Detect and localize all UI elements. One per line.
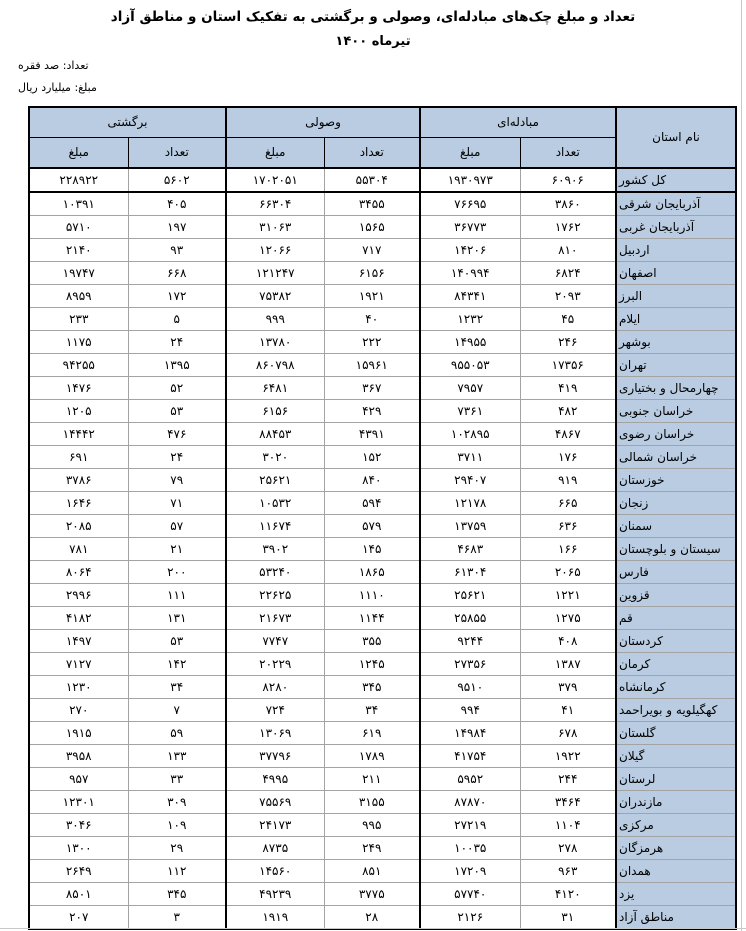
exchanged-count-cell: ۶۷۸ [520, 721, 616, 744]
exchanged-count-cell: ۲۰۶۵ [520, 560, 616, 583]
returned-count-cell: ۳ [128, 905, 226, 929]
collected-count-cell: ۸۵۱ [324, 859, 420, 882]
exchanged-amount-cell: ۲۹۴۰۷ [420, 468, 520, 491]
table-body [29, 168, 736, 929]
exchanged-count-cell: ۳۴۶۴ [520, 790, 616, 813]
table-row [29, 698, 736, 721]
table-row [29, 468, 736, 491]
collected-count-cell: ۸۴۰ [324, 468, 420, 491]
exchanged-amount-cell: ۹۹۴ [420, 698, 520, 721]
exchanged-count-cell: ۱۳۸۷ [520, 652, 616, 675]
exchanged-amount-cell: ۱۴۰۹۹۴ [420, 261, 520, 284]
page-title: تعداد و مبلغ چک‌های مبادله‌ای، وصولی و برگشتی به تفکیک استان و مناطق آزاد [110, 9, 636, 25]
exchanged-count-cell: ۴۱ [520, 698, 616, 721]
returned-count-cell: ۱۴۲ [128, 652, 226, 675]
collected-amount-cell: ۶۴۸۱ [226, 376, 324, 399]
exchanged-amount-cell: ۵۹۵۲ [420, 767, 520, 790]
note-count-unit: تعداد: صد فقره [18, 58, 89, 72]
subheader-returned-count: تعداد [128, 137, 226, 168]
exchanged-count-cell: ۱۲۷۵ [520, 606, 616, 629]
returned-count-cell: ۵۲ [128, 376, 226, 399]
collected-count-cell: ۶۱۵۶ [324, 261, 420, 284]
province-name-cell: هرمزگان [616, 836, 736, 859]
returned-amount-cell: ۲۶۴۹ [29, 859, 128, 882]
exchanged-amount-cell: ۱۴۲۰۶ [420, 238, 520, 261]
returned-amount-cell: ۱۲۳۰۱ [29, 790, 128, 813]
province-name-cell: آذربایجان شرقی [616, 192, 736, 216]
exchanged-amount-cell: ۷۶۶۹۵ [420, 192, 520, 216]
exchanged-amount-cell: ۲۷۳۵۶ [420, 652, 520, 675]
province-name-cell: اصفهان [616, 261, 736, 284]
exchanged-count-cell: ۱۹۲۲ [520, 744, 616, 767]
table-row [29, 813, 736, 836]
collected-count-cell: ۱۹۲۱ [324, 284, 420, 307]
collected-amount-cell: ۴۹۹۵ [226, 767, 324, 790]
exchanged-count-cell: ۱۷۶ [520, 445, 616, 468]
exchanged-amount-cell: ۱۳۷۵۹ [420, 514, 520, 537]
table-row [29, 491, 736, 514]
returned-count-cell: ۴۷۶ [128, 422, 226, 445]
province-name-cell: کل کشور [616, 168, 736, 192]
collected-amount-cell: ۸۷۳۵ [226, 836, 324, 859]
returned-amount-cell: ۵۷۱۰ [29, 215, 128, 238]
returned-count-cell: ۶۶۸ [128, 261, 226, 284]
collected-count-cell: ۲۸ [324, 905, 420, 929]
table-header-group-row [29, 107, 736, 138]
collected-amount-cell: ۳۹۰۲ [226, 537, 324, 560]
collected-count-cell: ۱۸۶۵ [324, 560, 420, 583]
returned-count-cell: ۲۴ [128, 445, 226, 468]
exchanged-count-cell: ۲۰۹۳ [520, 284, 616, 307]
table-row [29, 261, 736, 284]
province-name-cell: آذربایجان غربی [616, 215, 736, 238]
table-row [29, 192, 736, 216]
table-row [29, 606, 736, 629]
returned-amount-cell: ۱۰۳۹۱ [29, 192, 128, 216]
exchanged-amount-cell: ۲۷۲۱۹ [420, 813, 520, 836]
returned-count-cell: ۱۹۷ [128, 215, 226, 238]
table-row [29, 560, 736, 583]
collected-count-cell: ۱۱۴۴ [324, 606, 420, 629]
collected-amount-cell: ۷۷۴۷ [226, 629, 324, 652]
table-header-province: نام استان [616, 107, 736, 168]
province-name-cell: مرکزی [616, 813, 736, 836]
table-row [29, 882, 736, 905]
exchanged-count-cell: ۶۳۶ [520, 514, 616, 537]
returned-amount-cell: ۱۳۰۰ [29, 836, 128, 859]
table-row [29, 905, 736, 929]
exchanged-count-cell: ۱۶۶ [520, 537, 616, 560]
collected-amount-cell: ۲۵۶۲۱ [226, 468, 324, 491]
returned-amount-cell: ۲۰۷ [29, 905, 128, 929]
returned-amount-cell: ۱۴۷۶ [29, 376, 128, 399]
exchanged-count-cell: ۴۱۹ [520, 376, 616, 399]
collected-amount-cell: ۲۴۱۷۳ [226, 813, 324, 836]
province-name-cell: قم [616, 606, 736, 629]
collected-count-cell: ۱۵۲ [324, 445, 420, 468]
returned-amount-cell: ۱۴۴۴۲ [29, 422, 128, 445]
province-name-cell: خراسان شمالی [616, 445, 736, 468]
collected-amount-cell: ۱۴۵۶۰ [226, 859, 324, 882]
collected-amount-cell: ۶۶۳۰۴ [226, 192, 324, 216]
collected-amount-cell: ۵۳۲۴۰ [226, 560, 324, 583]
province-name-cell: البرز [616, 284, 736, 307]
returned-amount-cell: ۷۸۱ [29, 537, 128, 560]
collected-count-cell: ۴۲۹ [324, 399, 420, 422]
table-row [29, 422, 736, 445]
exchanged-count-cell: ۴۵ [520, 307, 616, 330]
province-name-cell: زنجان [616, 491, 736, 514]
province-name-cell: کهگیلویه و بویراحمد [616, 698, 736, 721]
province-name-cell: فارس [616, 560, 736, 583]
returned-amount-cell: ۲۷۰ [29, 698, 128, 721]
exchanged-amount-cell: ۸۴۳۴۱ [420, 284, 520, 307]
collected-amount-cell: ۸۸۴۵۳ [226, 422, 324, 445]
returned-amount-cell: ۹۴۲۵۵ [29, 353, 128, 376]
collected-amount-cell: ۳۷۷۹۶ [226, 744, 324, 767]
exchanged-count-cell: ۴۱۲۰ [520, 882, 616, 905]
exchanged-count-cell: ۱۷۳۵۶ [520, 353, 616, 376]
returned-amount-cell: ۴۱۸۲ [29, 606, 128, 629]
collected-amount-cell: ۷۵۳۸۲ [226, 284, 324, 307]
exchanged-count-cell: ۴۰۸ [520, 629, 616, 652]
returned-amount-cell: ۲۹۹۶ [29, 583, 128, 606]
subheader-collected-amount: مبلغ [226, 137, 324, 168]
province-name-cell: مازندران [616, 790, 736, 813]
province-name-cell: سمنان [616, 514, 736, 537]
table-row [29, 790, 736, 813]
table-row [29, 445, 736, 468]
exchanged-amount-cell: ۹۵۱۰ [420, 675, 520, 698]
collected-amount-cell: ۳۱۰۶۳ [226, 215, 324, 238]
returned-count-cell: ۴۰۵ [128, 192, 226, 216]
table-row [29, 767, 736, 790]
returned-count-cell: ۳۴۵ [128, 882, 226, 905]
province-name-cell: مناطق آزاد [616, 905, 736, 929]
collected-count-cell: ۳۷۷۵ [324, 882, 420, 905]
exchanged-amount-cell: ۱۲۱۷۸ [420, 491, 520, 514]
returned-count-cell: ۲۴ [128, 330, 226, 353]
table-row [29, 215, 736, 238]
collected-amount-cell: ۷۲۴ [226, 698, 324, 721]
exchanged-amount-cell: ۱۷۲۰۹ [420, 859, 520, 882]
returned-amount-cell: ۱۲۳۰ [29, 675, 128, 698]
collected-count-cell: ۱۱۱۰ [324, 583, 420, 606]
table-header-group-collected: وصولی [226, 107, 420, 138]
collected-count-cell: ۱۲۴۵ [324, 652, 420, 675]
returned-count-cell: ۳۴ [128, 675, 226, 698]
collected-count-cell: ۵۵۳۰۴ [324, 168, 420, 192]
exchanged-count-cell: ۸۱۰ [520, 238, 616, 261]
exchanged-amount-cell: ۹۵۵۰۵۳ [420, 353, 520, 376]
exchanged-amount-cell: ۱۹۳۰۹۷۳ [420, 168, 520, 192]
table-row [29, 675, 736, 698]
exchanged-amount-cell: ۳۷۱۱ [420, 445, 520, 468]
returned-amount-cell: ۱۶۴۶ [29, 491, 128, 514]
collected-amount-cell: ۱۲۰۶۶ [226, 238, 324, 261]
exchanged-count-cell: ۴۸۲ [520, 399, 616, 422]
table-row [29, 721, 736, 744]
returned-count-cell: ۱۷۲ [128, 284, 226, 307]
returned-amount-cell: ۸۹۵۹ [29, 284, 128, 307]
exchanged-count-cell: ۱۷۶۲ [520, 215, 616, 238]
returned-count-cell: ۱۳۳ [128, 744, 226, 767]
collected-count-cell: ۲۴۹ [324, 836, 420, 859]
exchanged-count-cell: ۶۸۲۴ [520, 261, 616, 284]
collected-amount-cell: ۱۷۰۲۰۵۱ [226, 168, 324, 192]
collected-count-cell: ۱۴۵ [324, 537, 420, 560]
collected-amount-cell: ۴۹۲۳۹ [226, 882, 324, 905]
collected-count-cell: ۳۴ [324, 698, 420, 721]
returned-amount-cell: ۳۹۵۸ [29, 744, 128, 767]
province-name-cell: یزد [616, 882, 736, 905]
returned-amount-cell: ۳۷۸۶ [29, 468, 128, 491]
returned-count-cell: ۱۳۹۵ [128, 353, 226, 376]
page-subtitle: تیرماه ۱۴۰۰ [335, 33, 411, 49]
note-amount-unit: مبلغ: میلیارد ریال [18, 80, 97, 94]
collected-count-cell: ۷۱۷ [324, 238, 420, 261]
exchanged-amount-cell: ۳۶۷۷۳ [420, 215, 520, 238]
collected-count-cell: ۱۵۹۶۱ [324, 353, 420, 376]
exchanged-amount-cell: ۵۷۷۴۰ [420, 882, 520, 905]
table-row [29, 652, 736, 675]
table-row [29, 353, 736, 376]
returned-amount-cell: ۲۱۴۰ [29, 238, 128, 261]
table-row [29, 514, 736, 537]
collected-count-cell: ۳۵۵ [324, 629, 420, 652]
returned-count-cell: ۷۹ [128, 468, 226, 491]
returned-amount-cell: ۸۰۶۴ [29, 560, 128, 583]
exchanged-amount-cell: ۱۰۲۸۹۵ [420, 422, 520, 445]
exchanged-amount-cell: ۱۰۰۳۵ [420, 836, 520, 859]
returned-amount-cell: ۱۲۰۵ [29, 399, 128, 422]
province-name-cell: خوزستان [616, 468, 736, 491]
unit-notes [0, 55, 746, 99]
returned-count-cell: ۹۳ [128, 238, 226, 261]
collected-count-cell: ۳۶۷ [324, 376, 420, 399]
exchanged-amount-cell: ۴۱۷۵۴ [420, 744, 520, 767]
returned-amount-cell: ۳۰۴۶ [29, 813, 128, 836]
returned-count-cell: ۲۰۰ [128, 560, 226, 583]
collected-amount-cell: ۹۹۹ [226, 307, 324, 330]
table-row [29, 836, 736, 859]
collected-count-cell: ۳۴۵ [324, 675, 420, 698]
collected-amount-cell: ۱۲۱۲۴۷ [226, 261, 324, 284]
table-row [29, 238, 736, 261]
table-row [29, 376, 736, 399]
collected-amount-cell: ۱۱۶۷۴ [226, 514, 324, 537]
table-row [29, 399, 736, 422]
page-edge-line-bottom [0, 928, 746, 929]
table-header-group-exchanged: مبادله‌ای [420, 107, 616, 138]
returned-count-cell: ۷۱ [128, 491, 226, 514]
returned-count-cell: ۱۳۱ [128, 606, 226, 629]
collected-amount-cell: ۸۶۰۷۹۸ [226, 353, 324, 376]
exchanged-amount-cell: ۷۳۶۱ [420, 399, 520, 422]
province-name-cell: همدان [616, 859, 736, 882]
returned-count-cell: ۱۱۲ [128, 859, 226, 882]
returned-amount-cell: ۱۹۱۵ [29, 721, 128, 744]
collected-amount-cell: ۸۲۸۰ [226, 675, 324, 698]
exchanged-count-cell: ۱۱۰۴ [520, 813, 616, 836]
returned-count-cell: ۷ [128, 698, 226, 721]
collected-amount-cell: ۱۳۷۸۰ [226, 330, 324, 353]
table-row [29, 859, 736, 882]
subheader-exchanged-count: تعداد [520, 137, 616, 168]
collected-count-cell: ۴۳۹۱ [324, 422, 420, 445]
statistics-table [28, 106, 737, 930]
exchanged-amount-cell: ۱۴۹۵۵ [420, 330, 520, 353]
collected-amount-cell: ۶۱۵۶ [226, 399, 324, 422]
exchanged-count-cell: ۲۴۴ [520, 767, 616, 790]
returned-count-cell: ۵۳ [128, 399, 226, 422]
province-name-cell: اردبیل [616, 238, 736, 261]
returned-count-cell: ۱۱۱ [128, 583, 226, 606]
collected-count-cell: ۲۱۱ [324, 767, 420, 790]
province-name-cell: خراسان جنوبی [616, 399, 736, 422]
exchanged-amount-cell: ۹۲۴۴ [420, 629, 520, 652]
province-name-cell: بوشهر [616, 330, 736, 353]
returned-count-cell: ۳۰۹ [128, 790, 226, 813]
exchanged-count-cell: ۳۸۶۰ [520, 192, 616, 216]
collected-count-cell: ۶۱۹ [324, 721, 420, 744]
returned-amount-cell: ۹۵۷ [29, 767, 128, 790]
exchanged-count-cell: ۴۸۶۷ [520, 422, 616, 445]
exchanged-count-cell: ۶۰۹۰۶ [520, 168, 616, 192]
subheader-returned-amount: مبلغ [29, 137, 128, 168]
collected-count-cell: ۲۲۲ [324, 330, 420, 353]
exchanged-amount-cell: ۷۹۵۷ [420, 376, 520, 399]
exchanged-amount-cell: ۸۷۸۷۰ [420, 790, 520, 813]
subheader-exchanged-amount: مبلغ [420, 137, 520, 168]
province-name-cell: سیستان و بلوچستان [616, 537, 736, 560]
table-row [29, 284, 736, 307]
exchanged-count-cell: ۹۱۹ [520, 468, 616, 491]
returned-amount-cell: ۲۰۸۵ [29, 514, 128, 537]
exchanged-count-cell: ۲۷۸ [520, 836, 616, 859]
exchanged-amount-cell: ۲۱۲۶ [420, 905, 520, 929]
returned-amount-cell: ۶۹۱ [29, 445, 128, 468]
collected-amount-cell: ۱۰۵۳۲ [226, 491, 324, 514]
collected-amount-cell: ۲۱۶۷۳ [226, 606, 324, 629]
exchanged-amount-cell: ۲۵۶۲۱ [420, 583, 520, 606]
returned-count-cell: ۵۳ [128, 629, 226, 652]
page-edge-line-right [741, 0, 742, 931]
table-row [29, 330, 736, 353]
table-row [29, 583, 736, 606]
collected-count-cell: ۱۷۸۹ [324, 744, 420, 767]
exchanged-count-cell: ۶۶۵ [520, 491, 616, 514]
collected-amount-cell: ۱۳۰۶۹ [226, 721, 324, 744]
collected-count-cell: ۱۵۶۵ [324, 215, 420, 238]
returned-amount-cell: ۲۳۳ [29, 307, 128, 330]
exchanged-count-cell: ۳۷۹ [520, 675, 616, 698]
exchanged-count-cell: ۱۲۲۱ [520, 583, 616, 606]
returned-count-cell: ۵۶۰۲ [128, 168, 226, 192]
collected-count-cell: ۳۴۵۵ [324, 192, 420, 216]
province-name-cell: خراسان رضوی [616, 422, 736, 445]
exchanged-count-cell: ۹۶۳ [520, 859, 616, 882]
collected-count-cell: ۵۷۹ [324, 514, 420, 537]
province-name-cell: گیلان [616, 744, 736, 767]
province-name-cell: چهارمحال و بختیاری [616, 376, 736, 399]
province-name-cell: کردستان [616, 629, 736, 652]
exchanged-amount-cell: ۱۴۹۸۴ [420, 721, 520, 744]
table-row [29, 307, 736, 330]
returned-amount-cell: ۱۹۷۴۷ [29, 261, 128, 284]
exchanged-count-cell: ۲۴۶ [520, 330, 616, 353]
collected-count-cell: ۵۹۴ [324, 491, 420, 514]
returned-count-cell: ۲۱ [128, 537, 226, 560]
collected-count-cell: ۳۱۵۵ [324, 790, 420, 813]
province-name-cell: کرمانشاه [616, 675, 736, 698]
returned-count-cell: ۵۹ [128, 721, 226, 744]
collected-amount-cell: ۱۹۱۹ [226, 905, 324, 929]
collected-amount-cell: ۲۲۶۲۵ [226, 583, 324, 606]
table-row [29, 168, 736, 192]
collected-amount-cell: ۲۰۲۲۹ [226, 652, 324, 675]
collected-amount-cell: ۳۰۲۰ [226, 445, 324, 468]
province-name-cell: ایلام [616, 307, 736, 330]
collected-amount-cell: ۷۵۵۶۹ [226, 790, 324, 813]
province-name-cell: گلستان [616, 721, 736, 744]
table-row [29, 629, 736, 652]
exchanged-amount-cell: ۲۵۸۵۵ [420, 606, 520, 629]
exchanged-count-cell: ۳۱ [520, 905, 616, 929]
exchanged-amount-cell: ۱۲۳۲ [420, 307, 520, 330]
exchanged-amount-cell: ۴۶۸۳ [420, 537, 520, 560]
returned-amount-cell: ۸۵۰۱ [29, 882, 128, 905]
returned-amount-cell: ۷۱۲۷ [29, 652, 128, 675]
returned-count-cell: ۵ [128, 307, 226, 330]
returned-count-cell: ۲۹ [128, 836, 226, 859]
province-name-cell: کرمان [616, 652, 736, 675]
returned-count-cell: ۳۳ [128, 767, 226, 790]
province-name-cell: لرستان [616, 767, 736, 790]
returned-amount-cell: ۱۱۷۵ [29, 330, 128, 353]
returned-count-cell: ۱۰۹ [128, 813, 226, 836]
exchanged-amount-cell: ۶۱۳۰۴ [420, 560, 520, 583]
collected-count-cell: ۹۹۵ [324, 813, 420, 836]
returned-amount-cell: ۲۲۸۹۲۲ [29, 168, 128, 192]
province-name-cell: تهران [616, 353, 736, 376]
province-name-cell: قزوین [616, 583, 736, 606]
table-row [29, 744, 736, 767]
table-header [29, 107, 736, 168]
returned-amount-cell: ۱۴۹۷ [29, 629, 128, 652]
table-header-group-returned: برگشتی [29, 107, 226, 138]
collected-count-cell: ۴۰ [324, 307, 420, 330]
table-row [29, 537, 736, 560]
subheader-collected-count: تعداد [324, 137, 420, 168]
returned-count-cell: ۵۷ [128, 514, 226, 537]
